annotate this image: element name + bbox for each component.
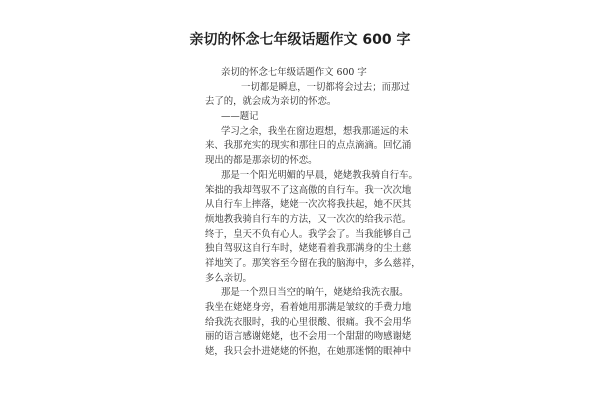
text-line: 亲切的怀念七年级话题作文 600 字: [221, 67, 367, 78]
text-line: 烦地教我骑自行车的方法，又一次次的给我示范。: [205, 213, 412, 225]
text-line: 我坐在姥姥身旁，看着她用那满是皱纹的手费力地: [205, 302, 412, 313]
text-line: 学习之余，我坐在窗边遐想，想我那遥远的未: [221, 125, 409, 137]
document-title: 亲切的怀念七年级话题作文 600 字: [189, 32, 411, 48]
paragraph-1: [205, 125, 412, 169]
text-line: 祥地笑了。那笑容至今留在我的脑海中，多么慈祥，: [205, 257, 421, 269]
text-line: 多么亲切。: [205, 272, 252, 284]
text-line: 独自驾驭这自行车时，姥姥看着我那满身的尘土慈: [205, 243, 412, 255]
subtitle: [205, 66, 401, 81]
paragraph-2: [205, 169, 421, 287]
text-line: 那是一个阳光明媚的早晨，姥姥教我骑自行车。: [221, 169, 418, 181]
text-line: 去了的，就会成为亲切的怀恋。: [205, 96, 337, 108]
text-line: 姥，我只会扑进姥姥的怀抱，在她那迷惘的眼神中: [205, 346, 412, 358]
text-line: 现出的都是那亲切的怀恋。: [205, 155, 318, 167]
text-line: ——题记: [221, 111, 259, 123]
epigraph: [205, 81, 410, 110]
text-line: 笨拙的我却驾驭不了这高傲的自行车。我一次次地: [205, 184, 412, 196]
text-line: 一切都是瞬息，一切都将会过去；而那过: [241, 81, 410, 93]
text-line: 给我洗衣服时，我的心里很酸、很痛。我不会用华: [205, 316, 412, 328]
text-line: 丽的语言感谢姥姥，也不会用一个甜甜的吻感谢姥: [205, 331, 412, 343]
text-line: 终于，皇天不负有心人。我学会了。当我能够自己: [205, 228, 412, 240]
text-line: 来、我那充实的现实和那往日的点点滴滴。回忆涌: [205, 140, 412, 152]
document-body: [205, 66, 421, 360]
paragraph-3: [205, 286, 412, 359]
text-line: 从自行车上摔落，姥姥一次次将我扶起，她不厌其: [205, 199, 412, 211]
text-line: 那是一个烈日当空的晌午，姥姥给我洗衣服。: [221, 287, 409, 299]
attribution: [205, 110, 401, 125]
